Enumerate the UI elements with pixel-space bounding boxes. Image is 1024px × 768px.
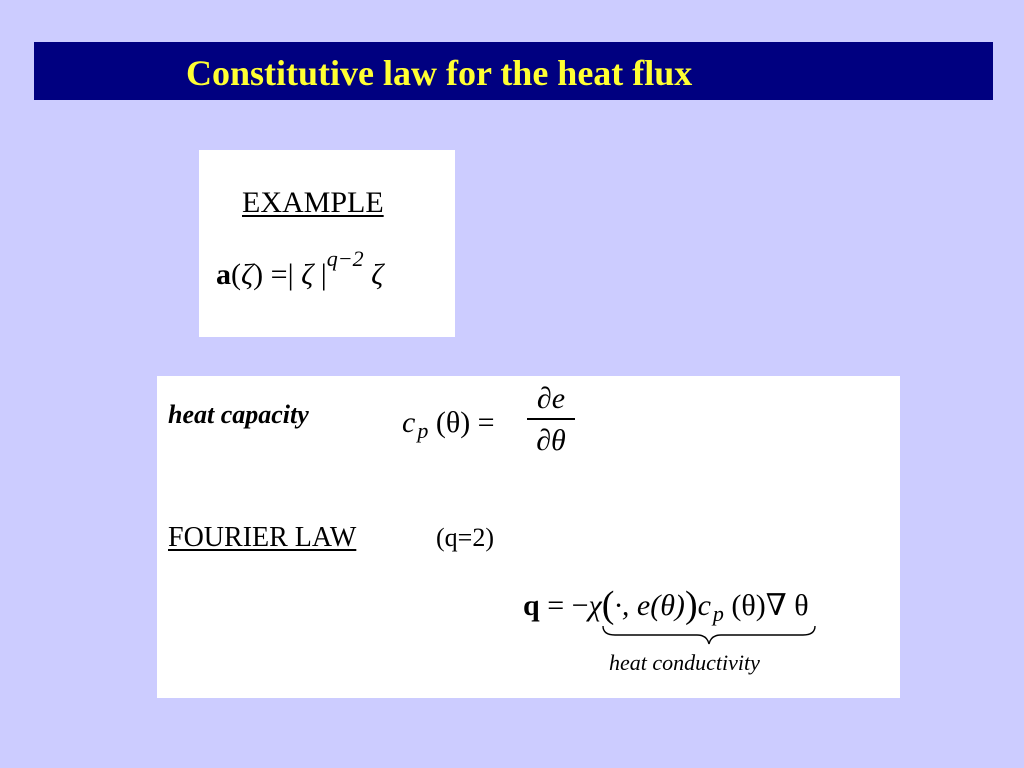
chi-paren-close: ) bbox=[684, 584, 698, 626]
fourier-law-label: FOURIER LAW bbox=[168, 522, 357, 553]
fraction-bar bbox=[527, 418, 575, 420]
underbrace-label: heat conductivity bbox=[609, 650, 760, 675]
q-equals: = − bbox=[539, 589, 589, 622]
cp-subscript: p bbox=[417, 418, 429, 443]
cp-symbol-2: c bbox=[697, 589, 711, 622]
title-bar bbox=[34, 42, 993, 100]
formula-equals: =| bbox=[263, 258, 302, 291]
chi-symbol: χ bbox=[588, 589, 602, 622]
heat-capacity-label: heat capacity bbox=[168, 400, 309, 429]
fourier-param: (q=2) bbox=[436, 523, 494, 552]
formula-a-symbol: a bbox=[216, 258, 231, 291]
example-heading: EXAMPLE bbox=[242, 186, 384, 219]
derivative-fraction bbox=[527, 382, 575, 458]
formula-paren-open: ( bbox=[231, 258, 241, 291]
formula-exponent: q−2 bbox=[326, 246, 364, 271]
q-symbol: q bbox=[523, 589, 540, 622]
cp-symbol: c bbox=[402, 406, 416, 439]
chi-paren-open: ( bbox=[601, 584, 615, 626]
formula-abs-close: | bbox=[313, 258, 327, 291]
cp-argument: (θ) = bbox=[428, 406, 495, 439]
underbrace bbox=[601, 624, 817, 646]
formula-zeta: ζ bbox=[301, 258, 314, 291]
formula-zeta-arg: ζ bbox=[241, 258, 254, 291]
chi-arguments: ·, e(θ) bbox=[614, 589, 685, 622]
fraction-numerator: ∂e bbox=[536, 382, 566, 415]
example-box bbox=[199, 150, 455, 337]
slide-title: Constitutive law for the heat flux bbox=[186, 53, 693, 93]
cp-subscript-2: p bbox=[712, 601, 724, 626]
heat-capacity-formula bbox=[402, 406, 495, 443]
example-formula bbox=[216, 246, 384, 292]
fraction-denominator: ∂θ bbox=[536, 423, 566, 457]
formula-zeta-trailing: ζ bbox=[371, 258, 384, 291]
main-box bbox=[157, 376, 900, 698]
fourier-formula bbox=[523, 586, 809, 625]
gradient-theta: (θ)∇ θ bbox=[723, 589, 809, 622]
formula-paren-close: ) bbox=[253, 258, 264, 291]
